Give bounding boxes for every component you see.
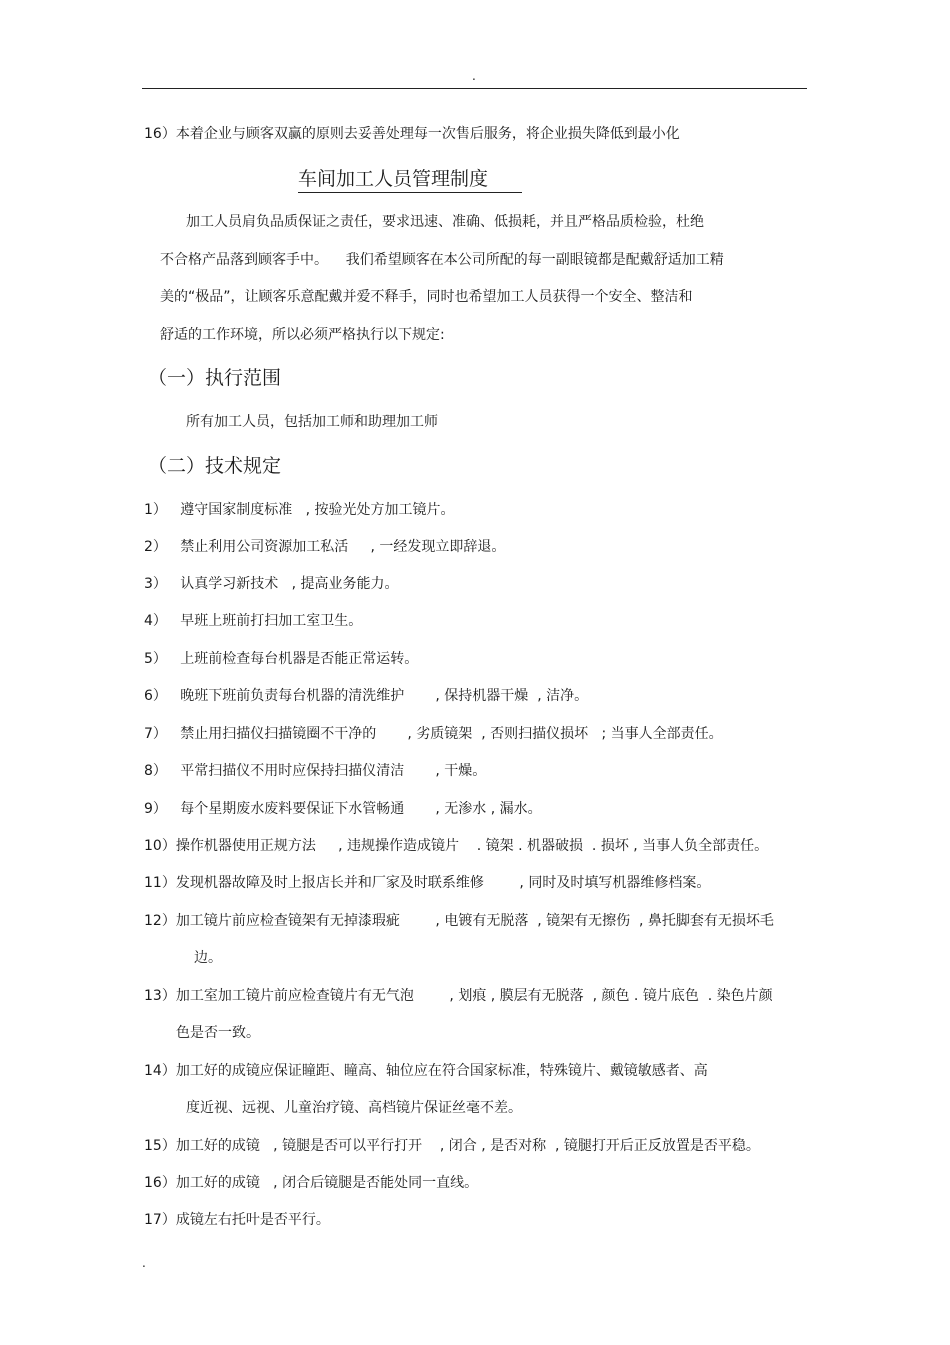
footer-mark: . bbox=[142, 1256, 146, 1270]
list-item: 13）加工室加工镜片前应检查镜片有无气泡 , 划痕 , 膜层有无脱落 , 颜色 . 镜片底色 . 染色片颜 bbox=[144, 988, 773, 1004]
intro-line: 美的“极品”，让顾客乐意配戴并爱不释手，同时也希望加工人员获得一个安全、整洁和 bbox=[160, 289, 693, 305]
list-item: 7） 禁止用扫描仪扫描镜圈不干净的 , 劣质镜架 , 否则扫描仪损坏 ; 当事人全部责任。 bbox=[144, 726, 723, 742]
list-item: 5） 上班前检查每台机器是否能正常运转。 bbox=[144, 651, 419, 667]
list-item: 12）加工镜片前应检查镜架有无掉漆瑕疵 , 电镀有无脱落 , 镜架有无擦伤 , 鼻托脚套有无损坏毛 bbox=[144, 913, 774, 929]
list-item-continuation: 边。 bbox=[194, 950, 222, 966]
list-item: 8） 平常扫描仪不用时应保持扫描仪清洁 , 干燥。 bbox=[144, 763, 487, 779]
section-body-scope: 所有加工人员，包括加工师和助理加工师 bbox=[186, 414, 438, 430]
list-item: 15）加工好的成镜 , 镜腿是否可以平行打开 , 闭合 , 是否对称 , 镜腿打开后正反放置是否平稳。 bbox=[144, 1138, 760, 1154]
prev-list-item: 16）本着企业与顾客双赢的原则去妥善处理每一次售后服务，将企业损失降低到最小化 bbox=[144, 126, 680, 142]
list-item-continuation: 度近视、远视、儿童治疗镜、高档镜片保证丝毫不差。 bbox=[186, 1100, 522, 1116]
list-item: 3） 认真学习新技术 , 提高业务能力。 bbox=[144, 576, 399, 592]
list-item: 17）成镜左右托叶是否平行。 bbox=[144, 1212, 330, 1228]
document-title: 车间加工人员管理制度 bbox=[298, 167, 522, 193]
list-item: 9） 每个星期废水废料要保证下水管畅通 , 无渗水 , 漏水。 bbox=[144, 801, 542, 817]
list-item: 4） 早班上班前打扫加工室卫生。 bbox=[144, 613, 363, 629]
section-heading-scope: （一）执行范围 bbox=[148, 367, 282, 389]
intro-line: 舒适的工作环境，所以必须严格执行以下规定: bbox=[160, 327, 445, 343]
header-rule bbox=[142, 88, 807, 89]
header-mark: . bbox=[472, 69, 476, 83]
intro-line: 不合格产品落到顾客手中。 我们希望顾客在本公司所配的每一副眼镜都是配戴舒适加工精 bbox=[160, 252, 724, 268]
list-item: 10）操作机器使用正规方法 , 违规操作造成镜片 . 镜架 . 机器破损 . 损坏 , 当事人负全部责任。 bbox=[144, 838, 769, 854]
list-item-continuation: 色是否一致。 bbox=[176, 1025, 260, 1041]
list-item: 1） 遵守国家制度标准 , 按验光处方加工镜片。 bbox=[144, 502, 455, 518]
list-item: 6） 晚班下班前负责每台机器的清洗维护 , 保持机器干燥 , 洁净。 bbox=[144, 688, 589, 704]
list-item: 11）发现机器故障及时上报店长并和厂家及时联系维修 , 同时及时填写机器维修档案。 bbox=[144, 875, 711, 891]
section-heading-technical: （二）技术规定 bbox=[148, 455, 282, 477]
list-item: 2） 禁止利用公司资源加工私活 , 一经发现立即辞退。 bbox=[144, 539, 506, 555]
intro-line: 加工人员肩负品质保证之责任，要求迅速、准确、低损耗，并且严格品质检验，杜绝 bbox=[186, 214, 704, 230]
list-item: 14）加工好的成镜应保证瞳距、瞳高、轴位应在符合国家标准，特殊镜片、戴镜敏感者、高 bbox=[144, 1063, 708, 1079]
list-item: 16）加工好的成镜 , 闭合后镜腿是否能处同一直线。 bbox=[144, 1175, 479, 1191]
